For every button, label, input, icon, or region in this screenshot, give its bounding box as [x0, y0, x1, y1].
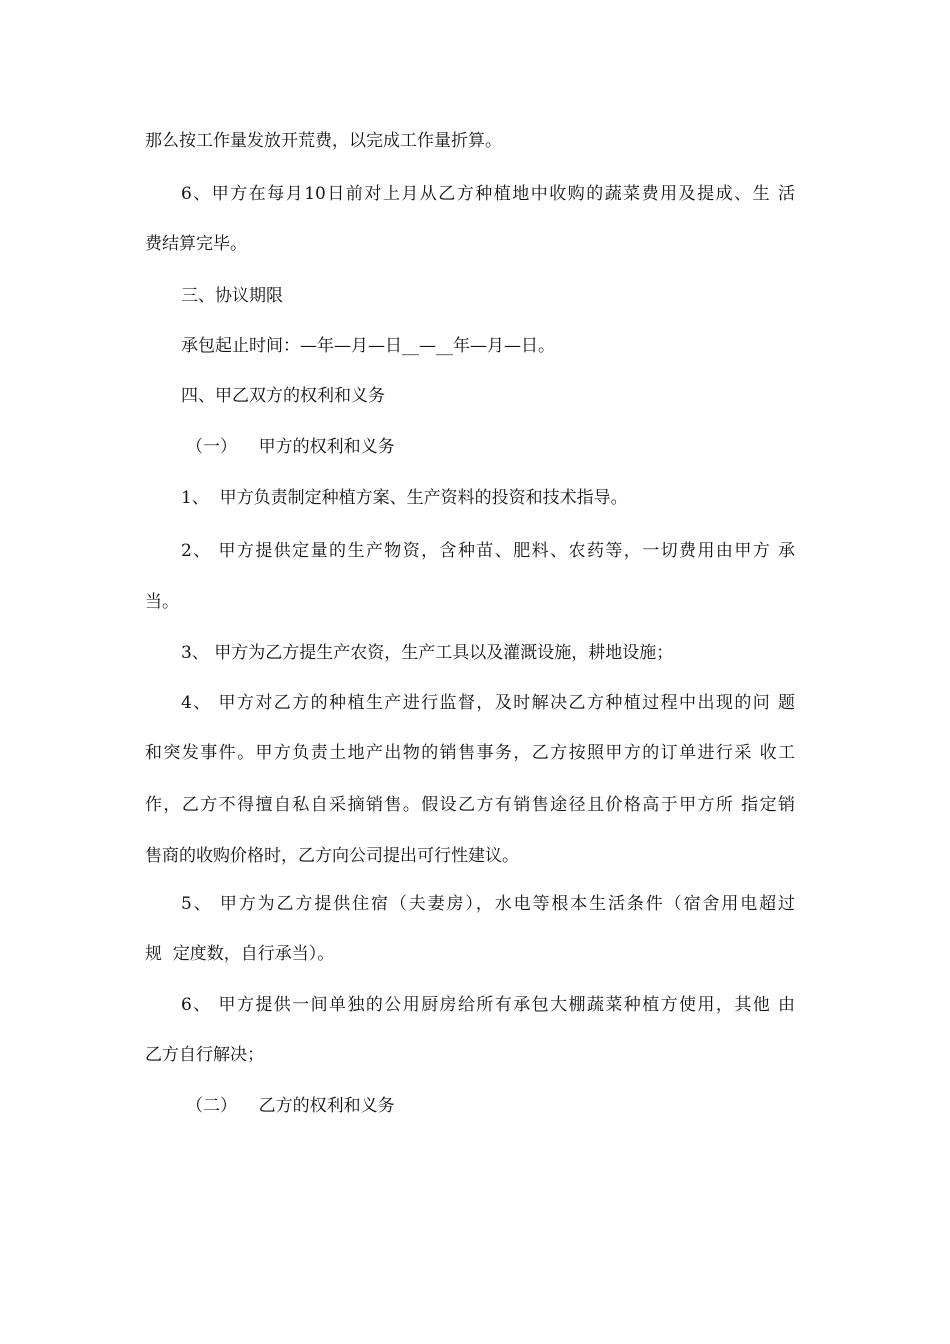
text-line: 和突发事件。甲方负责土地产出物的销售事务，乙方按照甲方的订单进行采 收工 [145, 743, 795, 763]
subsection-heading: （二） 乙方的权利和义务 [186, 1096, 395, 1116]
text-line: 4、 甲方对乙方的种植生产进行监督，及时解决乙方种植过程中出现的问 题 [181, 693, 795, 713]
text-line: 乙方自行解决； [145, 1045, 264, 1065]
text-line: 承包起止时间：—年—月—日__—__年—月—日。 [181, 336, 555, 356]
text-line: 6、 甲方提供一间单独的公用厨房给所有承包大棚蔬菜种植方使用，其他 由 [181, 995, 795, 1015]
subsection-heading: （一） 甲方的权利和义务 [186, 437, 395, 457]
text-line: 作，乙方不得擅自私自采摘销售。假设乙方有销售途径且价格高于甲方所 指定销 [145, 795, 795, 815]
text-line: 2、 甲方提供定量的生产物资，含种苗、肥料、农药等，一切费用由甲方 承 [181, 541, 795, 561]
section-heading: 三、协议期限 [181, 286, 283, 306]
text-line: 售商的收购价格时，乙方向公司提出可行性建议。 [145, 846, 519, 866]
text-line: 3、 甲方为乙方提生产农资，生产工具以及灌溉设施，耕地设施； [181, 643, 674, 663]
text-line: 6、甲方在每月10日前对上月从乙方种植地中收购的蔬菜费用及提成、生 活 [181, 184, 795, 204]
text-line: 当。 [145, 592, 179, 612]
text-line: 1、 甲方负责制定种植方案、生产资料的投资和技术指导。 [181, 488, 628, 508]
section-heading: 四、甲乙双方的权利和义务 [181, 386, 385, 406]
text-line: 规 定度数，自行承当）。 [145, 944, 335, 964]
text-line: 5、 甲方为乙方提供住宿（夫妻房），水电等根本生活条件（宿舍用电超过 [181, 894, 795, 914]
text-line: 那么按工作量发放开荒费，以完成工作量折算。 [145, 131, 502, 151]
text-line: 费结算完毕。 [145, 234, 247, 254]
